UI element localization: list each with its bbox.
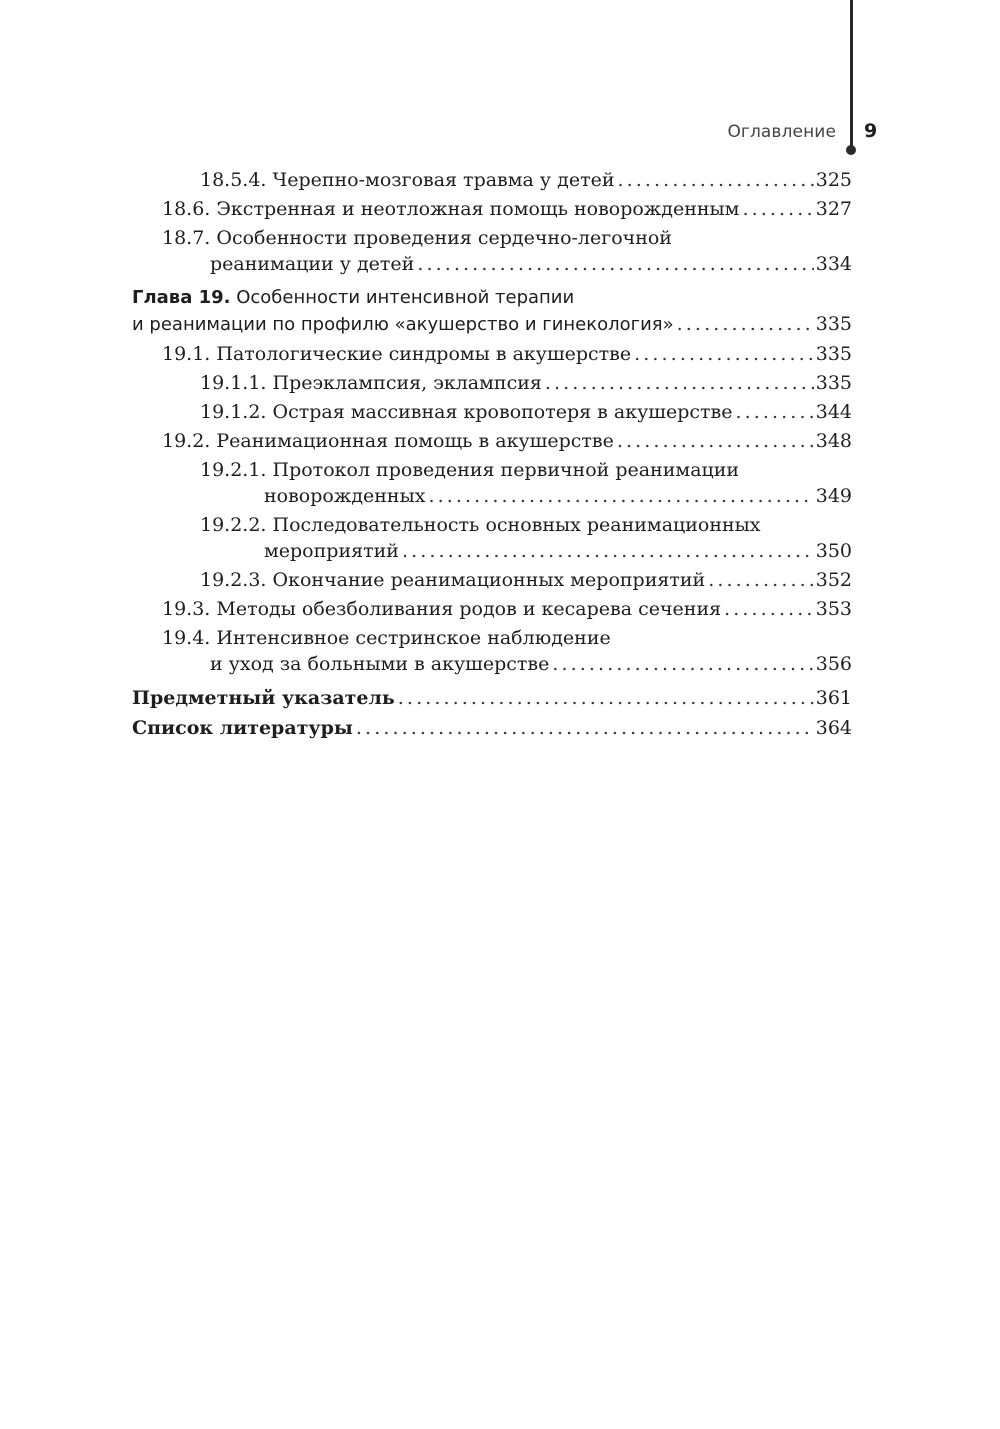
dot-leader (634, 341, 814, 367)
toc-entry-19-2-3[interactable] (132, 567, 852, 593)
toc-entry-subject-index[interactable] (132, 685, 852, 711)
chapter-label: Глава 19. (132, 287, 231, 308)
dot-leader (398, 685, 814, 711)
toc-entry-title-line1: 19.4. Интенсивное сестринское наблюдение (162, 627, 611, 649)
toc-entry-page: 348 (815, 430, 852, 452)
toc-entry-19-2-1[interactable] (132, 457, 852, 509)
dot-leader (677, 311, 814, 337)
toc-entry-19-4[interactable] (132, 625, 852, 677)
toc-entry-page: 335 (815, 313, 852, 335)
dot-leader (428, 483, 813, 509)
dot-leader (402, 538, 814, 564)
toc-entry-title-line2: и уход за больными в акушерстве (210, 653, 550, 675)
header-rule-dot (846, 145, 856, 155)
chapter-title-line2: и реанимации по профилю «акушерство и гинекология» (132, 314, 674, 335)
toc-entry-page: 364 (815, 717, 852, 739)
toc-entry-page: 325 (815, 169, 852, 191)
toc-entry-19-2-2[interactable] (132, 512, 852, 564)
toc-entry-19-3[interactable] (132, 596, 852, 622)
dot-leader (724, 596, 814, 622)
toc-entry-19-1-2[interactable] (132, 399, 852, 425)
toc-entry-title: 19.1.2. Острая массивная кровопотеря в акушерстве (200, 401, 733, 423)
toc-entry-title: 19.3. Методы обезболивания родов и кесарева сечения (162, 598, 722, 620)
toc-entry-page: 353 (815, 598, 852, 620)
toc-entry-18-7[interactable] (132, 225, 852, 277)
toc-entry-page: 334 (815, 253, 852, 275)
dot-leader (617, 167, 813, 193)
dot-leader (742, 196, 813, 222)
chapter-title-line1: Особенности интенсивной терапии (230, 287, 575, 308)
toc-entry-bibliography[interactable] (132, 715, 852, 741)
toc-entry-page: 344 (815, 401, 852, 423)
toc-entry-title-line2: мероприятий (264, 540, 399, 562)
toc-entry-title: 19.1.1. Преэклампсия, эклампсия (200, 372, 542, 394)
table-of-contents (132, 167, 852, 741)
dot-leader (735, 399, 813, 425)
header-vertical-rule (850, 0, 853, 150)
toc-entry-page: 327 (815, 198, 852, 220)
dot-leader (617, 428, 814, 454)
toc-entry-title-line2: реанимации у детей (210, 253, 415, 275)
page-number: 9 (864, 120, 878, 142)
dot-leader (708, 567, 814, 593)
toc-entry-page: 356 (815, 653, 852, 675)
toc-entry-title: Предметный указатель (132, 687, 395, 709)
dot-leader (356, 715, 814, 741)
toc-entry-page: 335 (815, 343, 852, 365)
toc-chapter-19[interactable] (132, 285, 852, 338)
toc-entry-title-line1: 19.2.1. Протокол проведения первичной реанимации (200, 459, 740, 481)
toc-entry-19-1[interactable] (132, 341, 852, 367)
dot-leader (417, 251, 813, 277)
toc-entry-18-6[interactable] (132, 196, 852, 222)
toc-entry-page: 349 (815, 485, 852, 507)
dot-leader (552, 651, 813, 677)
toc-entry-title-line1: 19.2.2. Последовательность основных реанимационных (200, 514, 761, 536)
toc-entry-title: 19.2.3. Окончание реанимационных мероприятий (200, 569, 706, 591)
toc-entry-19-1-1[interactable] (132, 370, 852, 396)
toc-entry-page: 335 (815, 372, 852, 394)
running-title: Оглавление (727, 122, 836, 142)
dot-leader (545, 370, 814, 396)
toc-entry-19-2[interactable] (132, 428, 852, 454)
toc-entry-title-line1: 18.7. Особенности проведения сердечно-легочной (162, 227, 672, 249)
toc-entry-18-5-4[interactable] (132, 167, 852, 193)
toc-entry-title: 18.5.4. Черепно-мозговая травма у детей (200, 169, 615, 191)
toc-entry-page: 361 (815, 687, 852, 709)
toc-entry-page: 350 (815, 540, 852, 562)
toc-entry-page: 352 (815, 569, 852, 591)
toc-entry-title: 19.2. Реанимационная помощь в акушерстве (162, 430, 614, 452)
toc-entry-title-line2: новорожденных (264, 485, 426, 507)
toc-entry-title: 18.6. Экстренная и неотложная помощь новорожденным (162, 198, 740, 220)
toc-entry-title: 19.1. Патологические синдромы в акушерстве (162, 343, 632, 365)
toc-entry-title: Список литературы (132, 717, 353, 739)
